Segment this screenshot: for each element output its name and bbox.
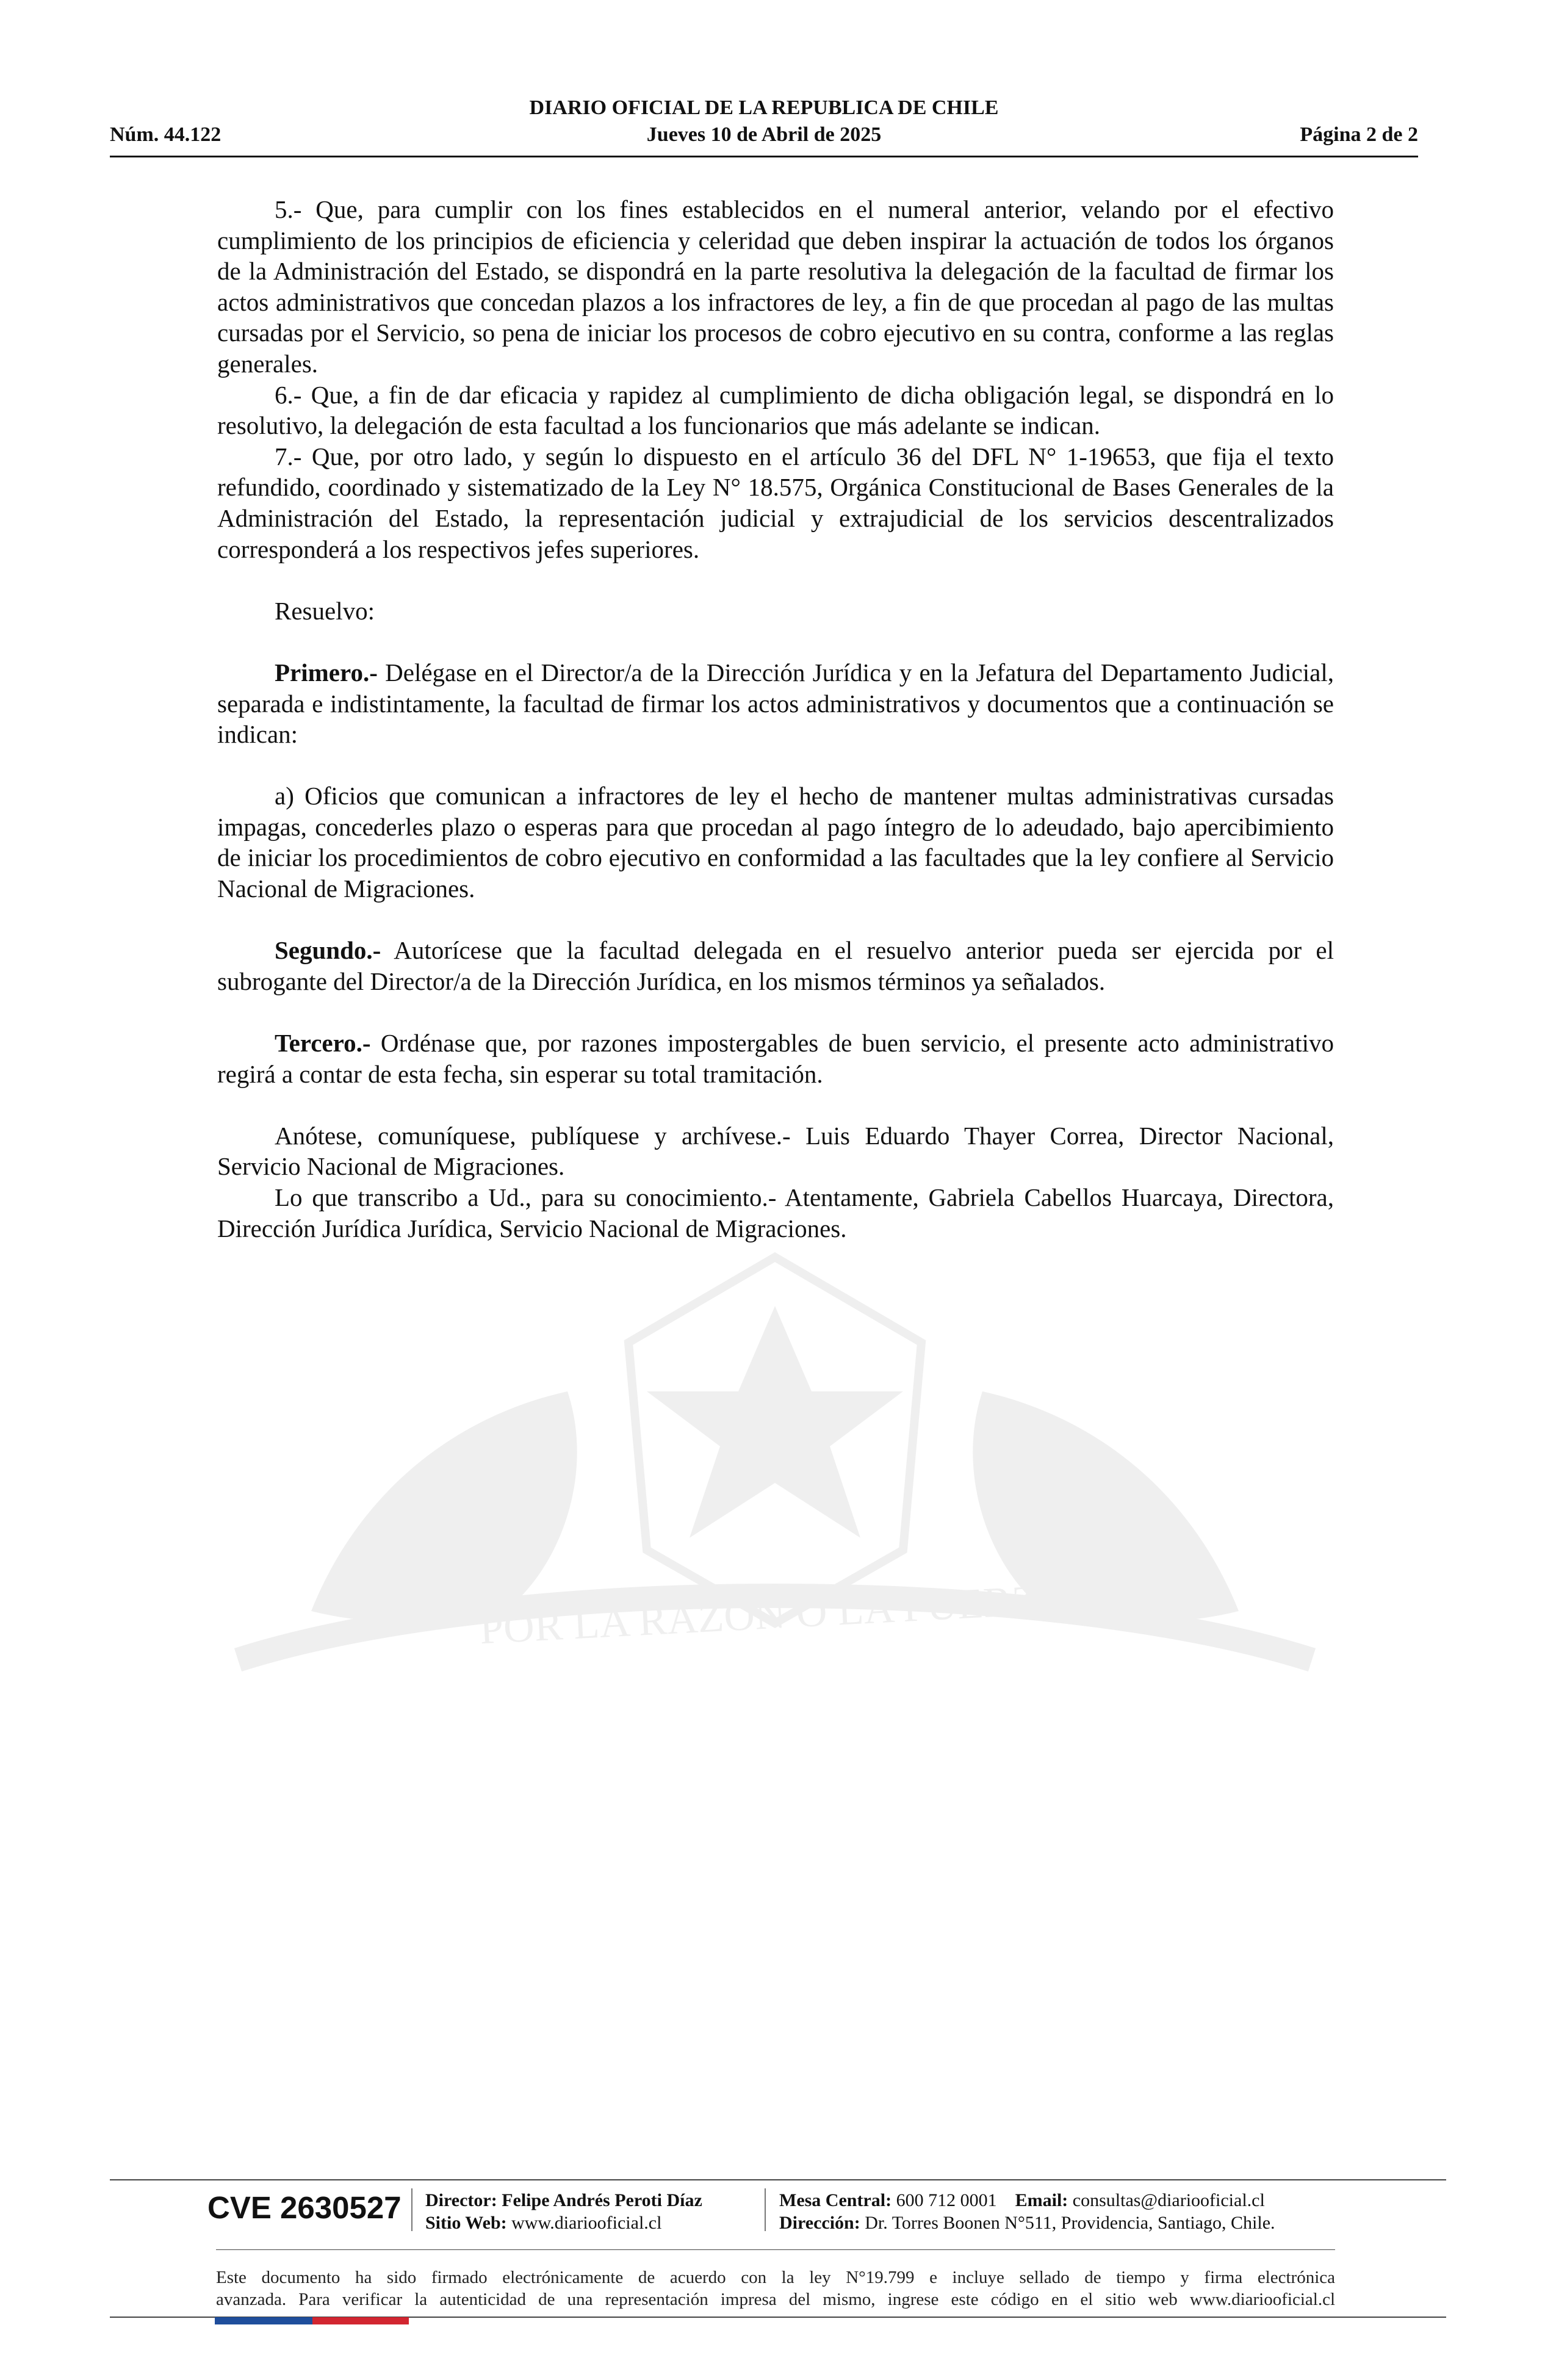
paragraph-7: 7.- Que, por otro lado, y según lo dispuesto en el artículo 36 del DFL N° 1-19653, que fija el texto refundido, coordinado y sistematizado de la Ley N° 18.575, Orgánica Constitucional de Bases Generales de la Administración del Estado, la representación judicial y extrajudicial de los servicios descentralizados corresponderá a los respectivos jefes superiores.: [217, 442, 1334, 563]
director-name: Felipe Andrés Peroti Díaz: [502, 2190, 702, 2210]
flag-red-segment: [312, 2317, 409, 2324]
resolution-segundo: [217, 935, 1334, 997]
director-label: Director:: [425, 2190, 497, 2210]
website-label: Sitio Web:: [425, 2213, 507, 2233]
paragraph-5: 5.- Que, para cumplir con los fines establecidos en el numeral anterior, velando por el efectivo cumplimiento de los principios de eficiencia y celeridad que deben inspirar la actuación de todos los órganos de la Administración del Estado, se dispondrá en la parte resolutiva la delegación de la facultad de firmar los actos administrativos que concedan plazos a los infractores de ley, a fin de que procedan al pago de las multas cursadas por el Servicio, so pena de iniciar los procesos de cobro ejecutivo en su contra, conforme a las reglas generales.: [217, 195, 1334, 378]
mesa-label: Mesa Central:: [779, 2190, 892, 2210]
footer-contact-block: [779, 2189, 1275, 2234]
primero-label: Primero.-: [275, 658, 378, 687]
closing-anotese: Anótese, comuníquese, publíquese y archívese.- Luis Eduardo Thayer Correa, Director Nacional, Servicio Nacional de Migraciones.: [217, 1121, 1334, 1181]
segundo-text: Autorícese que la facultad delegada en el resuelvo anterior pueda ser ejercida por el subrogante del Director/a de la Dirección Jurídica, en los mismos términos ya señalados.: [217, 936, 1334, 995]
footer-mid-divider: [216, 2249, 1335, 2250]
footer-separator: [765, 2188, 766, 2231]
segundo-label: Segundo.-: [275, 936, 381, 965]
legal-line-2: avanzada. Para verificar la autenticidad de una representación impresa del mismo, ingrese este código en el sitio web www.diariooficial.cl: [216, 2290, 1335, 2309]
issue-number: Núm. 44.122: [110, 123, 222, 146]
footer-separator: [411, 2188, 412, 2231]
motto-text: POR LA RAZON O LA FUERZA: [478, 1575, 1070, 1654]
address-label: Dirección:: [779, 2213, 860, 2233]
legal-line-1: Este documento ha sido firmado electrónicamente de acuerdo con la ley N°19.799 e incluye sellado de tiempo y firma electrónica: [216, 2268, 1335, 2287]
chile-flag-stripe: [215, 2317, 409, 2324]
tercero-label: Tercero.-: [275, 1029, 371, 1058]
address-value: Dr. Torres Boonen N°511, Providencia, Santiago, Chile.: [865, 2213, 1275, 2233]
coat-of-arms-watermark: [201, 1233, 1349, 1672]
email-label: Email:: [1015, 2190, 1068, 2210]
document-body: [217, 194, 1334, 1244]
mesa-phone: 600 712 0001: [896, 2190, 997, 2210]
resolution-primero: [217, 657, 1334, 750]
website-link[interactable]: www.diariooficial.cl: [511, 2213, 662, 2233]
newspaper-title: DIARIO OFICIAL DE LA REPUBLICA DE CHILE: [529, 96, 999, 119]
header-divider: [110, 156, 1418, 157]
paragraph-6: 6.- Que, a fin de dar eficacia y rapidez al cumplimiento de dicha obligación legal, se dispondrá en lo resolutivo, la delegación de esta facultad a los funcionarios que más adelante se indican.: [217, 380, 1334, 440]
email-link[interactable]: consultas@diariooficial.cl: [1072, 2190, 1265, 2210]
page-indicator: Página 2 de 2: [1300, 123, 1418, 146]
resuelvo-heading: Resuelvo:: [275, 596, 375, 625]
footer-director-block: [425, 2189, 702, 2234]
resolution-tercero: [217, 1028, 1334, 1089]
header-row: [110, 123, 1418, 150]
tercero-text: Ordénase que, por razones impostergables de buen servicio, el presente acto administrativo regirá a contar de esta fecha, sin esperar su total tramitación.: [217, 1029, 1334, 1088]
item-a: a) Oficios que comunican a infractores de ley el hecho de mantener multas administrativas cursadas impagas, concederles plazo o esperas para que procedan al pago íntegro de lo adeudado, bajo apercibimiento de iniciar los procedimientos de cobro ejecutivo en conformidad a las facultades que la ley confiere al Servicio Nacional de Migraciones.: [217, 782, 1334, 903]
closing-transcribo: Lo que transcribo a Ud., para su conocimiento.- Atentamente, Gabriela Cabellos Huarcaya, Directora, Dirección Jurídica Jurídica, Servicio Nacional de Migraciones.: [217, 1183, 1334, 1242]
cve-code: CVE 2630527: [207, 2190, 402, 2225]
legal-notice: [216, 2266, 1335, 2310]
footer-top-divider: [110, 2179, 1446, 2180]
issue-date: Jueves 10 de Abril de 2025: [646, 123, 882, 146]
primero-text: Delégase en el Director/a de la Dirección Jurídica y en la Jefatura del Departamento Judicial, separada e indistintamente, la facultad de firmar los actos administrativos y documentos que a continuación se indican:: [217, 658, 1334, 749]
flag-blue-segment: [215, 2317, 312, 2324]
